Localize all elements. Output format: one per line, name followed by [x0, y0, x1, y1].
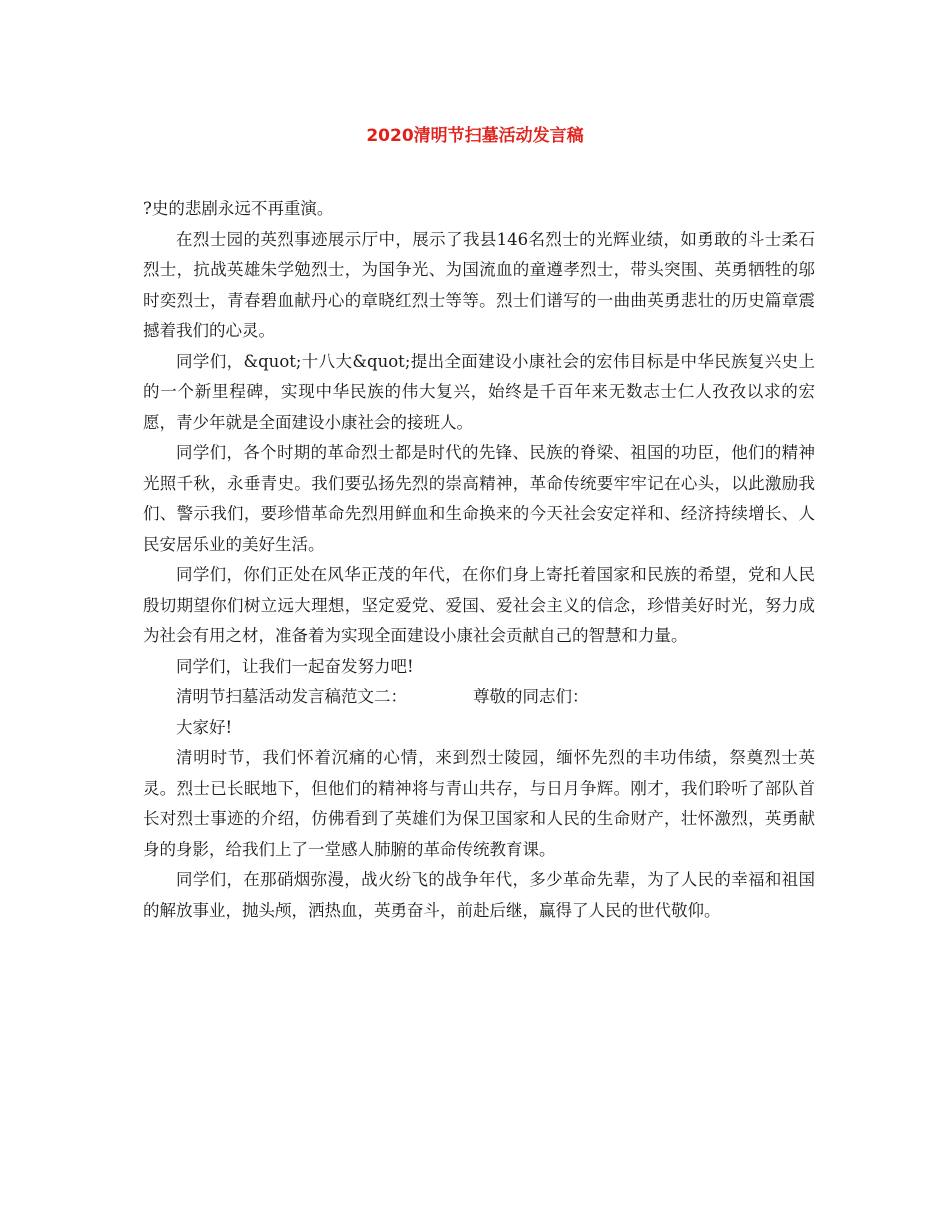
paragraph: ?史的悲剧永远不再重演。 [143, 199, 334, 218]
section-heading: 清明节扫墓活动发言稿范文二： [176, 687, 407, 706]
paragraph: 清明时节，我们怀着沉痛的心情，来到烈士陵园，缅怀先烈的丰功伟绩，祭奠烈士英灵。烈士已长眠地下，但他们的精神将与青山共存，与日月争辉。刚才，我们聆听了部队首长对烈士事迹的介绍，仿佛看到了英雄们为保卫国家和人民的生命财产，壮怀激烈，英勇献身的身影，给我们上了一堂感人肺腑的革命传统教育课。 [143, 748, 815, 859]
paragraph: 同学们，在那硝烟弥漫，战火纷飞的战争年代，多少革命先辈，为了人民的幸福和祖国的解放事业，抛头颅，洒热血，英勇奋斗，前赴后继，赢得了人民的世代敬仰。 [143, 870, 815, 920]
paragraph: 在烈士园的英烈事迹展示厅中，展示了我县146名烈士的光辉业绩，如勇敢的斗士柔石烈士，抗战英雄朱学勉烈士，为国争光、为国流血的童遵孝烈士，带头突围、英勇牺牲的邬时奕烈士，青春碧血献丹心的章晓红烈士等等。烈士们谱写的一曲曲英勇悲壮的历史篇章震撼着我们的心灵。 [143, 229, 815, 340]
document-body [143, 194, 815, 926]
salutation: 尊敬的同志们： [473, 687, 589, 706]
greeting: 大家好! [176, 717, 233, 737]
document-title: 2020清明节扫墓活动发言稿 [366, 126, 584, 146]
paragraph: 同学们，各个时期的革命烈士都是时代的先锋、民族的脊梁、祖国的功臣，他们的精神光照千秋，永垂青史。我们要弘扬先烈的崇高精神，革命传统要牢牢记在心头，以此激励我们、警示我们，要珍惜革命先烈用鲜血和生命换来的今天社会安定祥和、经济持续增长、人民安居乐业的美好生活。 [143, 443, 815, 554]
paragraph: 同学们，你们正处在风华正茂的年代，在你们身上寄托着国家和民族的希望，党和人民殷切期望你们树立远大理想，坚定爱党、爱国、爱社会主义的信念，珍惜美好时光，努力成为社会有用之材，准备着为实现全面建设小康社会贡献自己的智慧和力量。 [143, 565, 815, 645]
section-heading-line [143, 682, 815, 713]
paragraph: 同学们，让我们一起奋发努力吧! [176, 656, 414, 676]
paragraph: 同学们，&quot;十八大&quot;提出全面建设小康社会的宏伟目标是中华民族复兴史上的一个新里程碑，实现中华民族的伟大复兴，始终是千百年来无数志士仁人孜孜以求的宏愿，青少年就是全面建设小康社会的接班人。 [143, 351, 815, 432]
